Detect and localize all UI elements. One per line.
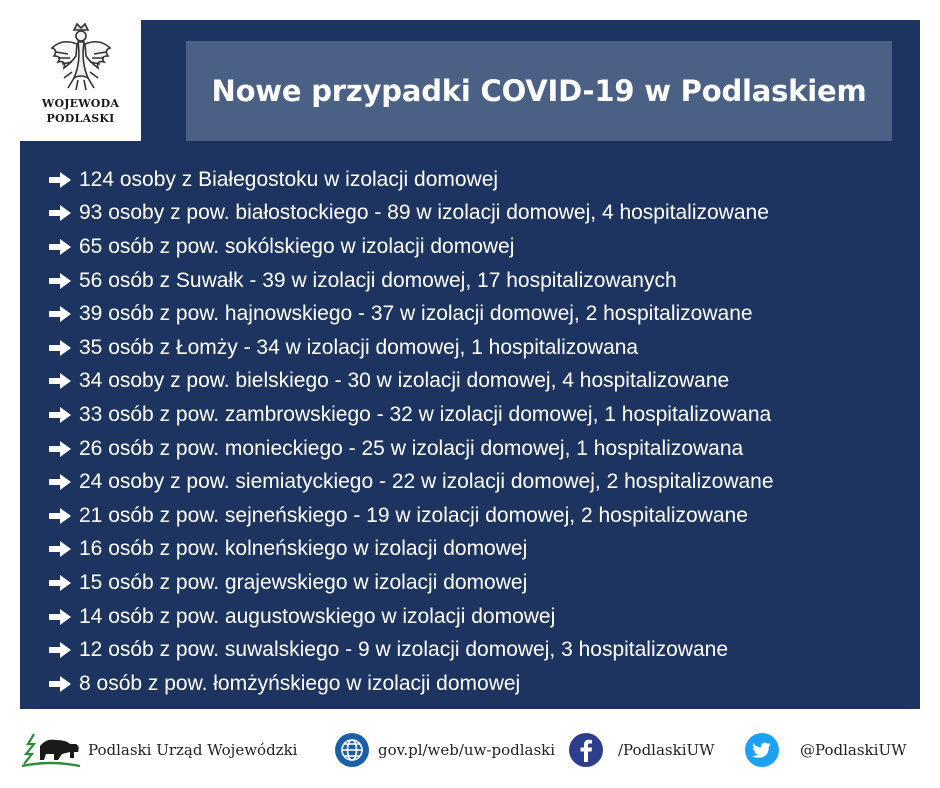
twitter-icon	[744, 732, 780, 768]
globe-icon	[334, 732, 370, 768]
facebook-icon	[568, 732, 604, 768]
list-item	[47, 600, 917, 634]
list-item-text: 34 osoby z pow. bielskiego - 30 w izolacji domowej, 4 hospitalizowane	[79, 369, 730, 393]
right-arrow-icon	[47, 271, 73, 291]
right-arrow-icon	[47, 170, 73, 190]
list-item	[47, 197, 917, 231]
list-item-text: 56 osób z Suwałk - 39 w izolacji domowej, 17 hospitalizowanych	[79, 268, 677, 292]
list-item-text: 16 osób z pow. kolneńskiego w izolacji domowej	[79, 537, 528, 561]
footer-org	[20, 725, 297, 775]
list-item	[47, 163, 917, 197]
right-arrow-icon	[47, 439, 73, 459]
title-box	[186, 41, 892, 141]
right-arrow-icon	[47, 203, 73, 223]
list-item	[47, 499, 917, 533]
list-item	[47, 465, 917, 499]
right-arrow-icon	[47, 304, 73, 324]
footer	[0, 715, 940, 788]
list-item	[47, 633, 917, 667]
footer-twitter[interactable]	[744, 725, 907, 775]
list-item-text: 14 osób z pow. augustowskiego w izolacji domowej	[79, 604, 556, 628]
right-arrow-icon	[47, 237, 73, 257]
list-item	[47, 432, 917, 466]
list-item	[47, 365, 917, 399]
list-item-text: 39 osób z pow. hajnowskiego - 37 w izolacji domowej, 2 hospitalizowane	[79, 302, 753, 326]
right-arrow-icon	[47, 371, 73, 391]
org-name: Podlaski Urząd Wojewódzki	[88, 741, 298, 759]
list-item	[47, 398, 917, 432]
list-item-text: 93 osoby z pow. białostockiego - 89 w izolacji domowej, 4 hospitalizowane	[79, 201, 769, 225]
logo-text: WOJEWODA PODLASKI	[41, 97, 120, 125]
cases-list	[47, 163, 917, 701]
footer-facebook[interactable]	[568, 725, 715, 775]
right-arrow-icon	[47, 506, 73, 526]
list-item-text: 21 osób z pow. sejneńskiego - 19 w izolacji domowej, 2 hospitalizowane	[79, 503, 748, 527]
twitter-link[interactable]: @PodlaskiUW	[800, 741, 907, 759]
list-item-text: 24 osoby z pow. siemiatyckiego - 22 w izolacji domowej, 2 hospitalizowane	[79, 470, 774, 494]
right-arrow-icon	[47, 338, 73, 358]
facebook-link[interactable]: /PodlaskiUW	[618, 741, 715, 759]
list-item	[47, 230, 917, 264]
list-item-text: 15 osób z pow. grajewskiego w izolacji domowej	[79, 570, 528, 594]
page-title: Nowe przypadki COVID-19 w Podlaskiem	[211, 74, 867, 108]
footer-website[interactable]	[334, 725, 555, 775]
list-item	[47, 331, 917, 365]
list-item-text: 26 osób z pow. monieckiego - 25 w izolacji domowej, 1 hospitalizowana	[79, 436, 744, 460]
right-arrow-icon	[47, 674, 73, 694]
list-item	[47, 566, 917, 600]
list-item	[47, 533, 917, 567]
right-arrow-icon	[47, 405, 73, 425]
list-item-text: 12 osób z pow. suwalskiego - 9 w izolacji domowej, 3 hospitalizowane	[79, 638, 729, 662]
right-arrow-icon	[47, 539, 73, 559]
right-arrow-icon	[47, 607, 73, 627]
list-item	[47, 667, 917, 701]
list-item-text: 35 osób z Łomży - 34 w izolacji domowej, 1 hospitalizowana	[79, 335, 639, 359]
list-item	[47, 297, 917, 331]
website-link[interactable]: gov.pl/web/uw-podlaski	[378, 741, 556, 759]
list-item-text: 8 osób z pow. łomżyńskiego w izolacji domowej	[79, 671, 521, 695]
right-arrow-icon	[47, 573, 73, 593]
right-arrow-icon	[47, 640, 73, 660]
list-item-text: 65 osób z pow. sokólskiego w izolacji domowej	[79, 234, 515, 258]
logo-box	[20, 20, 141, 141]
list-item	[47, 264, 917, 298]
list-item-text: 124 osoby z Białegostoku w izolacji domowej	[79, 167, 499, 191]
right-arrow-icon	[47, 472, 73, 492]
bison-logo-icon	[20, 730, 82, 770]
list-item-text: 33 osób z pow. zambrowskiego - 32 w izolacji domowej, 1 hospitalizowana	[79, 402, 772, 426]
eagle-emblem-icon	[48, 22, 114, 96]
